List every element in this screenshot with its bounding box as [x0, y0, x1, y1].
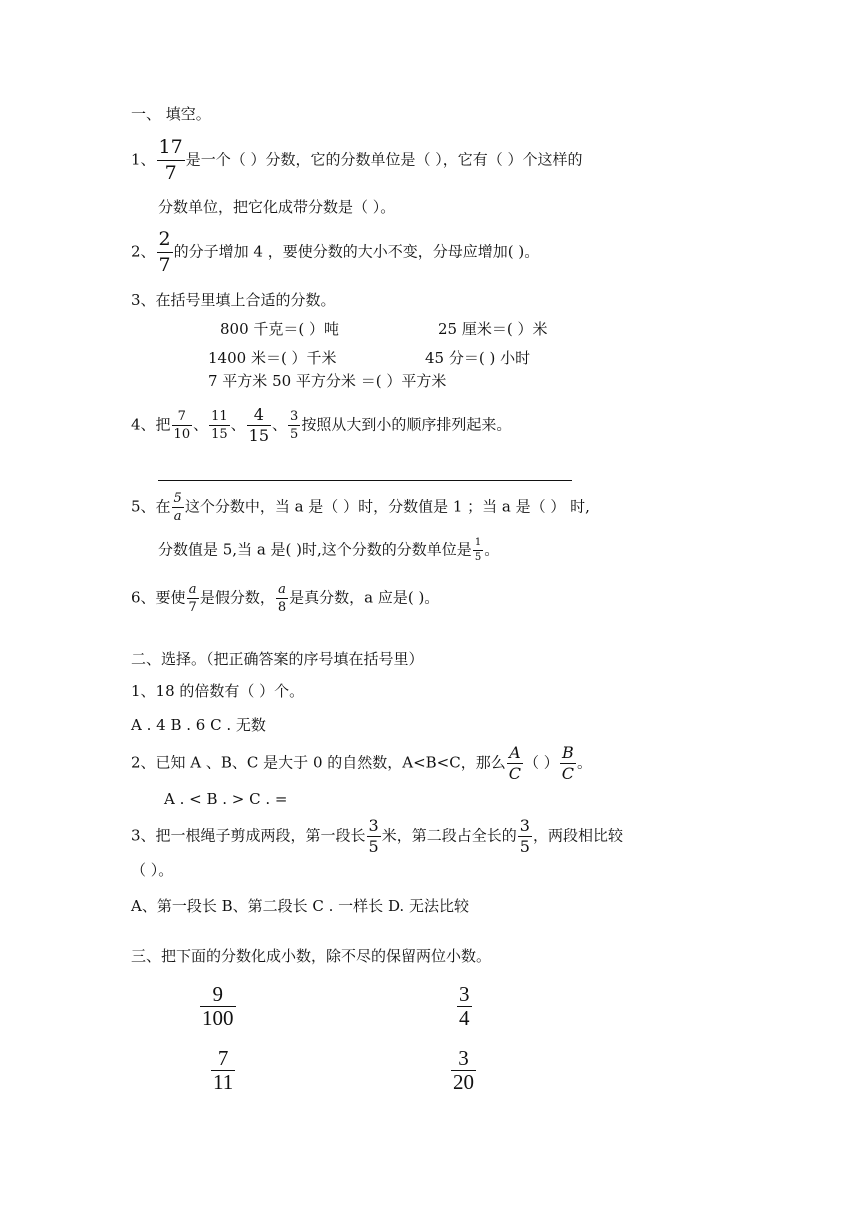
- s2-q2-prefix: 2、已知 A 、B、C 是大于 0 的自然数，A<B<C，那么: [131, 753, 506, 772]
- fraction-denominator: 7: [188, 600, 197, 615]
- s2-q3-prefix: 3、把一根绳子剪成两段，第一段长: [131, 826, 366, 845]
- q1-text: 是一个（ ）分数，它的分数单位是（ ），它有（ ）个这样的: [185, 150, 583, 169]
- fraction-numerator: A: [509, 743, 521, 762]
- fraction-denominator: 5: [474, 552, 482, 563]
- fraction-denominator: 7: [164, 162, 177, 184]
- q1-number: 1、: [131, 150, 156, 169]
- fraction-numerator: 3: [368, 816, 379, 835]
- s2-q3-fraction-1: [367, 818, 381, 855]
- q2-text: 的分子增加 4 ，要使分数的大小不变，分母应增加( )。: [173, 242, 540, 261]
- q5-fraction-unit: [473, 538, 483, 563]
- q6-mid: 是假分数，: [199, 588, 275, 607]
- fraction-numerator: 17: [158, 136, 183, 158]
- q6-prefix: 6、要使: [131, 588, 186, 607]
- fraction-denominator: 4: [459, 1006, 470, 1030]
- q1-line2: 分数单位，把它化成带分数是（ ）。: [158, 198, 396, 216]
- fraction: [211, 1048, 235, 1093]
- fraction-numerator: 3: [459, 982, 470, 1006]
- fraction-denominator: 5: [368, 837, 379, 856]
- fraction-denominator: 7: [158, 254, 171, 276]
- section1-title: 一、 填空。: [131, 105, 211, 123]
- fraction-denominator: 15: [248, 426, 270, 445]
- fraction-denominator: 5: [519, 837, 530, 856]
- q4-text: 按照从大到小的顺序排列起来。: [301, 415, 512, 434]
- fraction-numerator: 7: [217, 1046, 229, 1070]
- q4-fraction-3: [247, 407, 271, 444]
- fraction-denominator: C: [508, 764, 521, 783]
- separator: 、: [272, 415, 288, 434]
- q2-fraction: [157, 230, 173, 275]
- fraction: [457, 984, 472, 1029]
- s2-q2-fraction-1: [507, 745, 523, 782]
- q5-line2: [158, 538, 499, 563]
- q4-fraction-4: [288, 410, 300, 441]
- fraction-numerator: 7: [177, 409, 186, 424]
- fraction-numerator: 11: [211, 409, 228, 424]
- s2-q1-text: 1、18 的倍数有（ ）个。: [131, 682, 305, 700]
- s2-q2-fraction-2: [560, 745, 576, 782]
- s2-q3-options: A、第一段长 B、第二段长 C . 一样长 D. 无法比较: [131, 897, 469, 915]
- fraction-numerator: 3: [290, 409, 299, 424]
- s2-q1-options: A . 4 B . 6 C . 无数: [131, 716, 266, 734]
- fraction-numerator: 3: [519, 816, 530, 835]
- s3-fraction-4: [450, 1048, 477, 1093]
- s2-q3-mid: 米，第二段占全长的: [381, 826, 517, 845]
- fraction-denominator: 5: [290, 427, 299, 442]
- fraction-numerator: 9: [212, 982, 223, 1006]
- fraction-numerator: 3: [458, 1046, 469, 1070]
- q6-text: 是真分数，a 应是( )。: [289, 588, 440, 607]
- fraction: [451, 1048, 476, 1093]
- fraction: [200, 984, 236, 1029]
- answer-line: [158, 480, 572, 481]
- fraction-denominator: 10: [173, 427, 191, 442]
- fraction-numerator: B: [562, 743, 574, 762]
- fraction-numerator: a: [278, 582, 286, 597]
- q3-row1-b: 25 厘米＝( ）米: [438, 320, 548, 338]
- fraction-numerator: 4: [253, 405, 264, 424]
- q6-fraction-2: [276, 583, 288, 614]
- q3-row2-b: 45 分＝( ) 小时: [425, 349, 531, 367]
- s3-fraction-2: [456, 984, 473, 1029]
- fraction-denominator: a: [173, 509, 182, 524]
- q5-line1: [131, 492, 590, 523]
- s2-q2-options: A . < B . > C . =: [164, 790, 288, 808]
- q2-line: [131, 230, 539, 275]
- separator: 、: [230, 415, 246, 434]
- q5-line2-text: 分数值是 5,当 a 是( )时,这个分数的分数单位是: [158, 540, 472, 559]
- q3-row1-a: 800 千克＝( ）吨: [220, 320, 340, 338]
- fraction-numerator: 2: [158, 228, 171, 250]
- q5-fraction: [172, 492, 184, 523]
- q3-row3: 7 平方米 50 平方分米 ＝( ）平方米: [208, 372, 447, 390]
- fraction-denominator: 100: [202, 1006, 234, 1030]
- fraction-numerator: 1: [474, 537, 482, 548]
- q6-line: [131, 583, 439, 614]
- q4-fraction-2: [209, 410, 230, 441]
- s2-q3-fraction-2: [518, 818, 532, 855]
- fraction-numerator: 5: [173, 491, 182, 506]
- separator: 、: [193, 415, 209, 434]
- fraction-denominator: 11: [213, 1070, 234, 1094]
- fraction-denominator: 15: [211, 427, 228, 442]
- s3-fraction-1: [199, 984, 237, 1029]
- s2-q3-line2: （ ）。: [131, 861, 174, 879]
- q6-fraction-1: [187, 583, 199, 614]
- q5-prefix: 5、在: [131, 497, 171, 516]
- q4-fraction-1: [172, 410, 193, 441]
- q3-row2-a: 1400 米＝( ）千米: [208, 349, 337, 367]
- fraction-denominator: C: [561, 764, 575, 783]
- q4-prefix: 4、把: [131, 415, 171, 434]
- q3-title: 3、在括号里填上合适的分数。: [131, 291, 336, 309]
- s2-q3-line1: [131, 818, 623, 855]
- q5-line2-end: 。: [484, 540, 500, 559]
- section2-title: 二、选择。（把正确答案的序号填在括号里）: [131, 650, 424, 668]
- fraction-numerator: a: [188, 582, 197, 597]
- s2-q2-end: 。: [577, 753, 593, 772]
- fraction-denominator: 8: [277, 600, 287, 615]
- s2-q2-mid: （ ）: [523, 753, 559, 772]
- section3-title: 三、把下面的分数化成小数，除不尽的保留两位小数。: [131, 947, 492, 965]
- fraction-denominator: 20: [453, 1070, 474, 1094]
- s2-q2-line: [131, 745, 592, 782]
- q1-line1: [131, 138, 583, 183]
- q5-text: 这个分数中，当 a 是（ ）时，分数值是 1 ；当 a 是（ ） 时,: [184, 497, 590, 516]
- q4-line: [131, 407, 511, 444]
- q2-number: 2、: [131, 242, 156, 261]
- s2-q3-end: ，两段相比较: [532, 826, 623, 845]
- s3-fraction-3: [210, 1048, 236, 1093]
- q1-fraction: [157, 138, 185, 183]
